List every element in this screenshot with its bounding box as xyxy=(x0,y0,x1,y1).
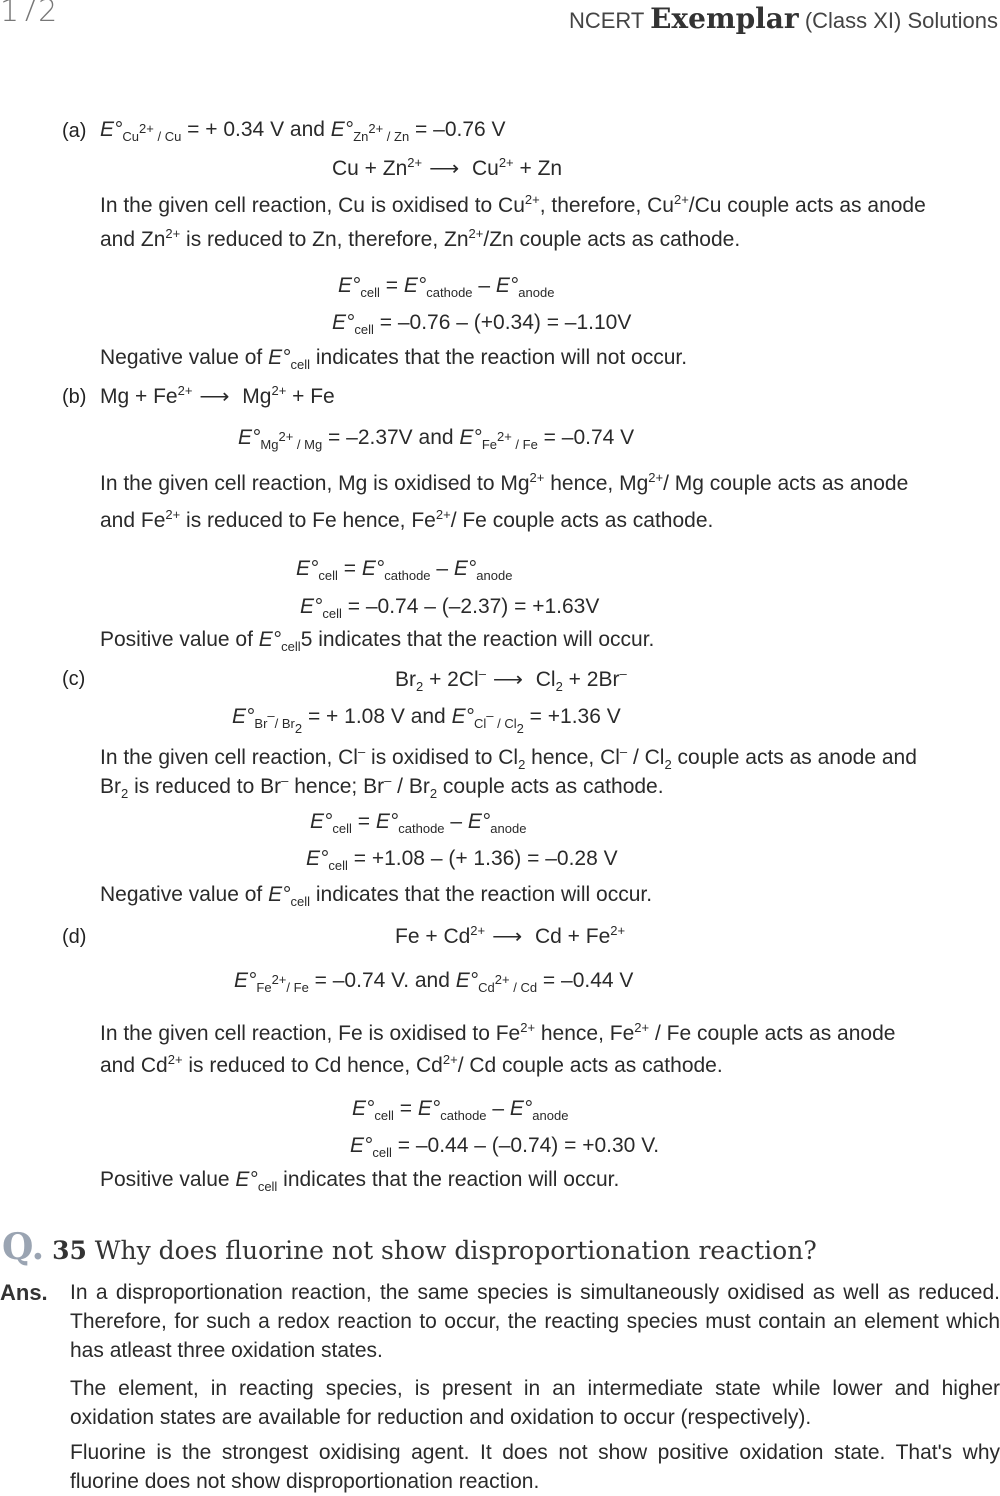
part-b-label: (b) xyxy=(62,386,87,408)
part-c-label: (c) xyxy=(62,668,86,690)
part-c-given: $E^\circ_{Br^-/ Br_2}$ = + 1.08 V and $E^\circ_{Cl^- / Cl_2} = +1.36$ V xyxy=(232,705,621,736)
answer-paragraph-2: The element, in reacting species, is present in an intermediate state while lower and higher oxidation states are available for reduction and oxidation to occur (respectively). xyxy=(70,1377,1000,1429)
part-a-expl2: and $Zn^{2+}$ is reduced to Zn, therefore, $Zn^{2+}/Zn$ couple acts as cathode. xyxy=(100,226,741,251)
reaction-arrow-icon: ⟶ xyxy=(492,668,523,691)
page-number: 172 xyxy=(0,0,58,29)
part-a-reaction: $Cu + Zn^{2+}$ ⟶ $Cu^{2+} + Zn$ xyxy=(332,155,563,180)
part-d-conclusion: Positive value $E^\circ_{cell}$ indicates that the reaction will occur. xyxy=(100,1168,620,1194)
part-b-reaction: $Mg + Fe^{2+}$ ⟶ $Mg^{2+} + Fe$ xyxy=(100,383,335,408)
part-d-expl2: and $Cd^{2+}$ is reduced to Cd hence, $Cd^{2+}/$ Cd couple acts as cathode. xyxy=(100,1052,723,1077)
part-c-reaction: $Br_2 + 2Cl^-$ ⟶ $Cl_2 + 2Br^-$ xyxy=(395,666,627,694)
part-b-expl2: and $Fe^{2+}$ is reduced to Fe hence, $Fe^{2+}/$ Fe couple acts as cathode. xyxy=(100,507,714,532)
reaction-arrow-icon: ⟶ xyxy=(429,157,460,180)
book-prefix: NCERT xyxy=(568,8,644,33)
part-c-eq2: $E^\circ_{cell} = +1.08$ – (+ 1.36) = –0.28 V xyxy=(306,847,618,873)
part-b-eq2: $E^\circ_{cell} = -0.74 - (-2.37) = +1.63V$ xyxy=(300,595,600,621)
part-c-expl1: In the given cell reaction, Cl– is oxidised to $Cl_2$ hence, $Cl^- / Cl_2$ couple acts as anode and xyxy=(100,744,917,772)
question-heading xyxy=(2,1226,817,1268)
part-a-eq1: $E^\circ_{cell} = E^\circ_{cathode} - E^\circ_{anode}$ xyxy=(338,274,555,300)
answer-paragraph-3: Fluorine is the strongest oxidising agent. It does not show positive oxidation state. That's why fluorine does not show disproportionation reaction. xyxy=(70,1441,1000,1493)
part-a-given: $E^\circ_{Cu^{2+} / Cu}$ = + 0.34 V and $E^\circ_{Zn^{2+} / Zn} = -0.76$ V xyxy=(100,118,506,144)
part-c-eq1: $E^\circ_{cell} = E^\circ_{cathode} - E^\circ_{anode}$ xyxy=(310,810,527,836)
part-a-conclusion: Negative value of $E^\circ_{cell}$ indicates that the reaction will not occur. xyxy=(100,346,688,372)
part-b-eq1: $E^\circ_{cell} = E^\circ_{cathode} - E^\circ_{anode}$ xyxy=(296,557,513,583)
book-title xyxy=(569,2,998,35)
part-a-eq2: $E^\circ_{cell} = -0.76 - (+0.34) = -1.10V$ xyxy=(332,311,632,337)
question-text: Why does fluorine not show disproportionation reaction? xyxy=(86,1236,817,1265)
part-b-given: $E^\circ_{Mg^{2+} / Mg} = -2.37V$ and $E^\circ_{Fe^{2+} / Fe} = -0.74$ V xyxy=(238,426,635,452)
part-d-given: $E^\circ_{Fe^{2+}/ Fe} = -0.74$ V. and $E^\circ_{Cd^{2+} / Cd} = -0.44$ V xyxy=(234,969,634,995)
reaction-arrow-icon: ⟶ xyxy=(199,385,230,408)
part-d-reaction: $Fe + Cd^{2+}$ ⟶ $Cd + Fe^{2+}$ xyxy=(395,923,626,948)
part-d-eq1: $E^\circ_{cell} = E^\circ_{cathode} - E^\circ_{anode}$ xyxy=(352,1097,569,1123)
answer-paragraph-1: In a disproportionation reaction, the same species is simultaneously oxidised as well as reduced. Therefore, for such a redox reaction to occur, the reacting species must contain an element which has atleast three oxidation states. xyxy=(70,1281,1000,1362)
part-a-expl1: In the given cell reaction, Cu is oxidised to $Cu^{2+}$, therefore, $Cu^{2+}/Cu$ couple acts as anode xyxy=(100,192,926,217)
part-c-expl2: $Br_2$ is reduced to Br– hence; $Br^- / Br_2$ couple acts as cathode. xyxy=(100,773,664,801)
part-b-conclusion: Positive value of $E^\circ_{cell}5$ indicates that the reaction will occur. xyxy=(100,628,655,654)
part-d-expl1: In the given cell reaction, Fe is oxidised to $Fe^{2+}$ hence, $Fe^{2+}$ / Fe couple acts as anode xyxy=(100,1020,896,1045)
question-mark-logo: Q. xyxy=(2,1226,45,1268)
reaction-arrow-icon: ⟶ xyxy=(492,925,523,948)
answer-label: Ans. xyxy=(0,1280,48,1305)
part-d-label: (d) xyxy=(62,926,87,948)
part-a-label: (a) xyxy=(62,120,87,142)
book-bold: Exemplar xyxy=(650,2,799,35)
part-d-eq2: $E^\circ_{cell} = -0.44 - (-0.74) = +0.30$ V. xyxy=(350,1134,660,1160)
part-c-conclusion: Negative value of $E^\circ_{cell}$ indicates that the reaction will occur. xyxy=(100,883,653,909)
part-b-expl1: In the given cell reaction, Mg is oxidised to $Mg^{2+}$ hence, $Mg^{2+}/$ Mg couple acts as anode xyxy=(100,470,909,495)
book-suffix: (Class XI) Solutions xyxy=(804,8,998,33)
question-number: 35 xyxy=(52,1236,87,1265)
